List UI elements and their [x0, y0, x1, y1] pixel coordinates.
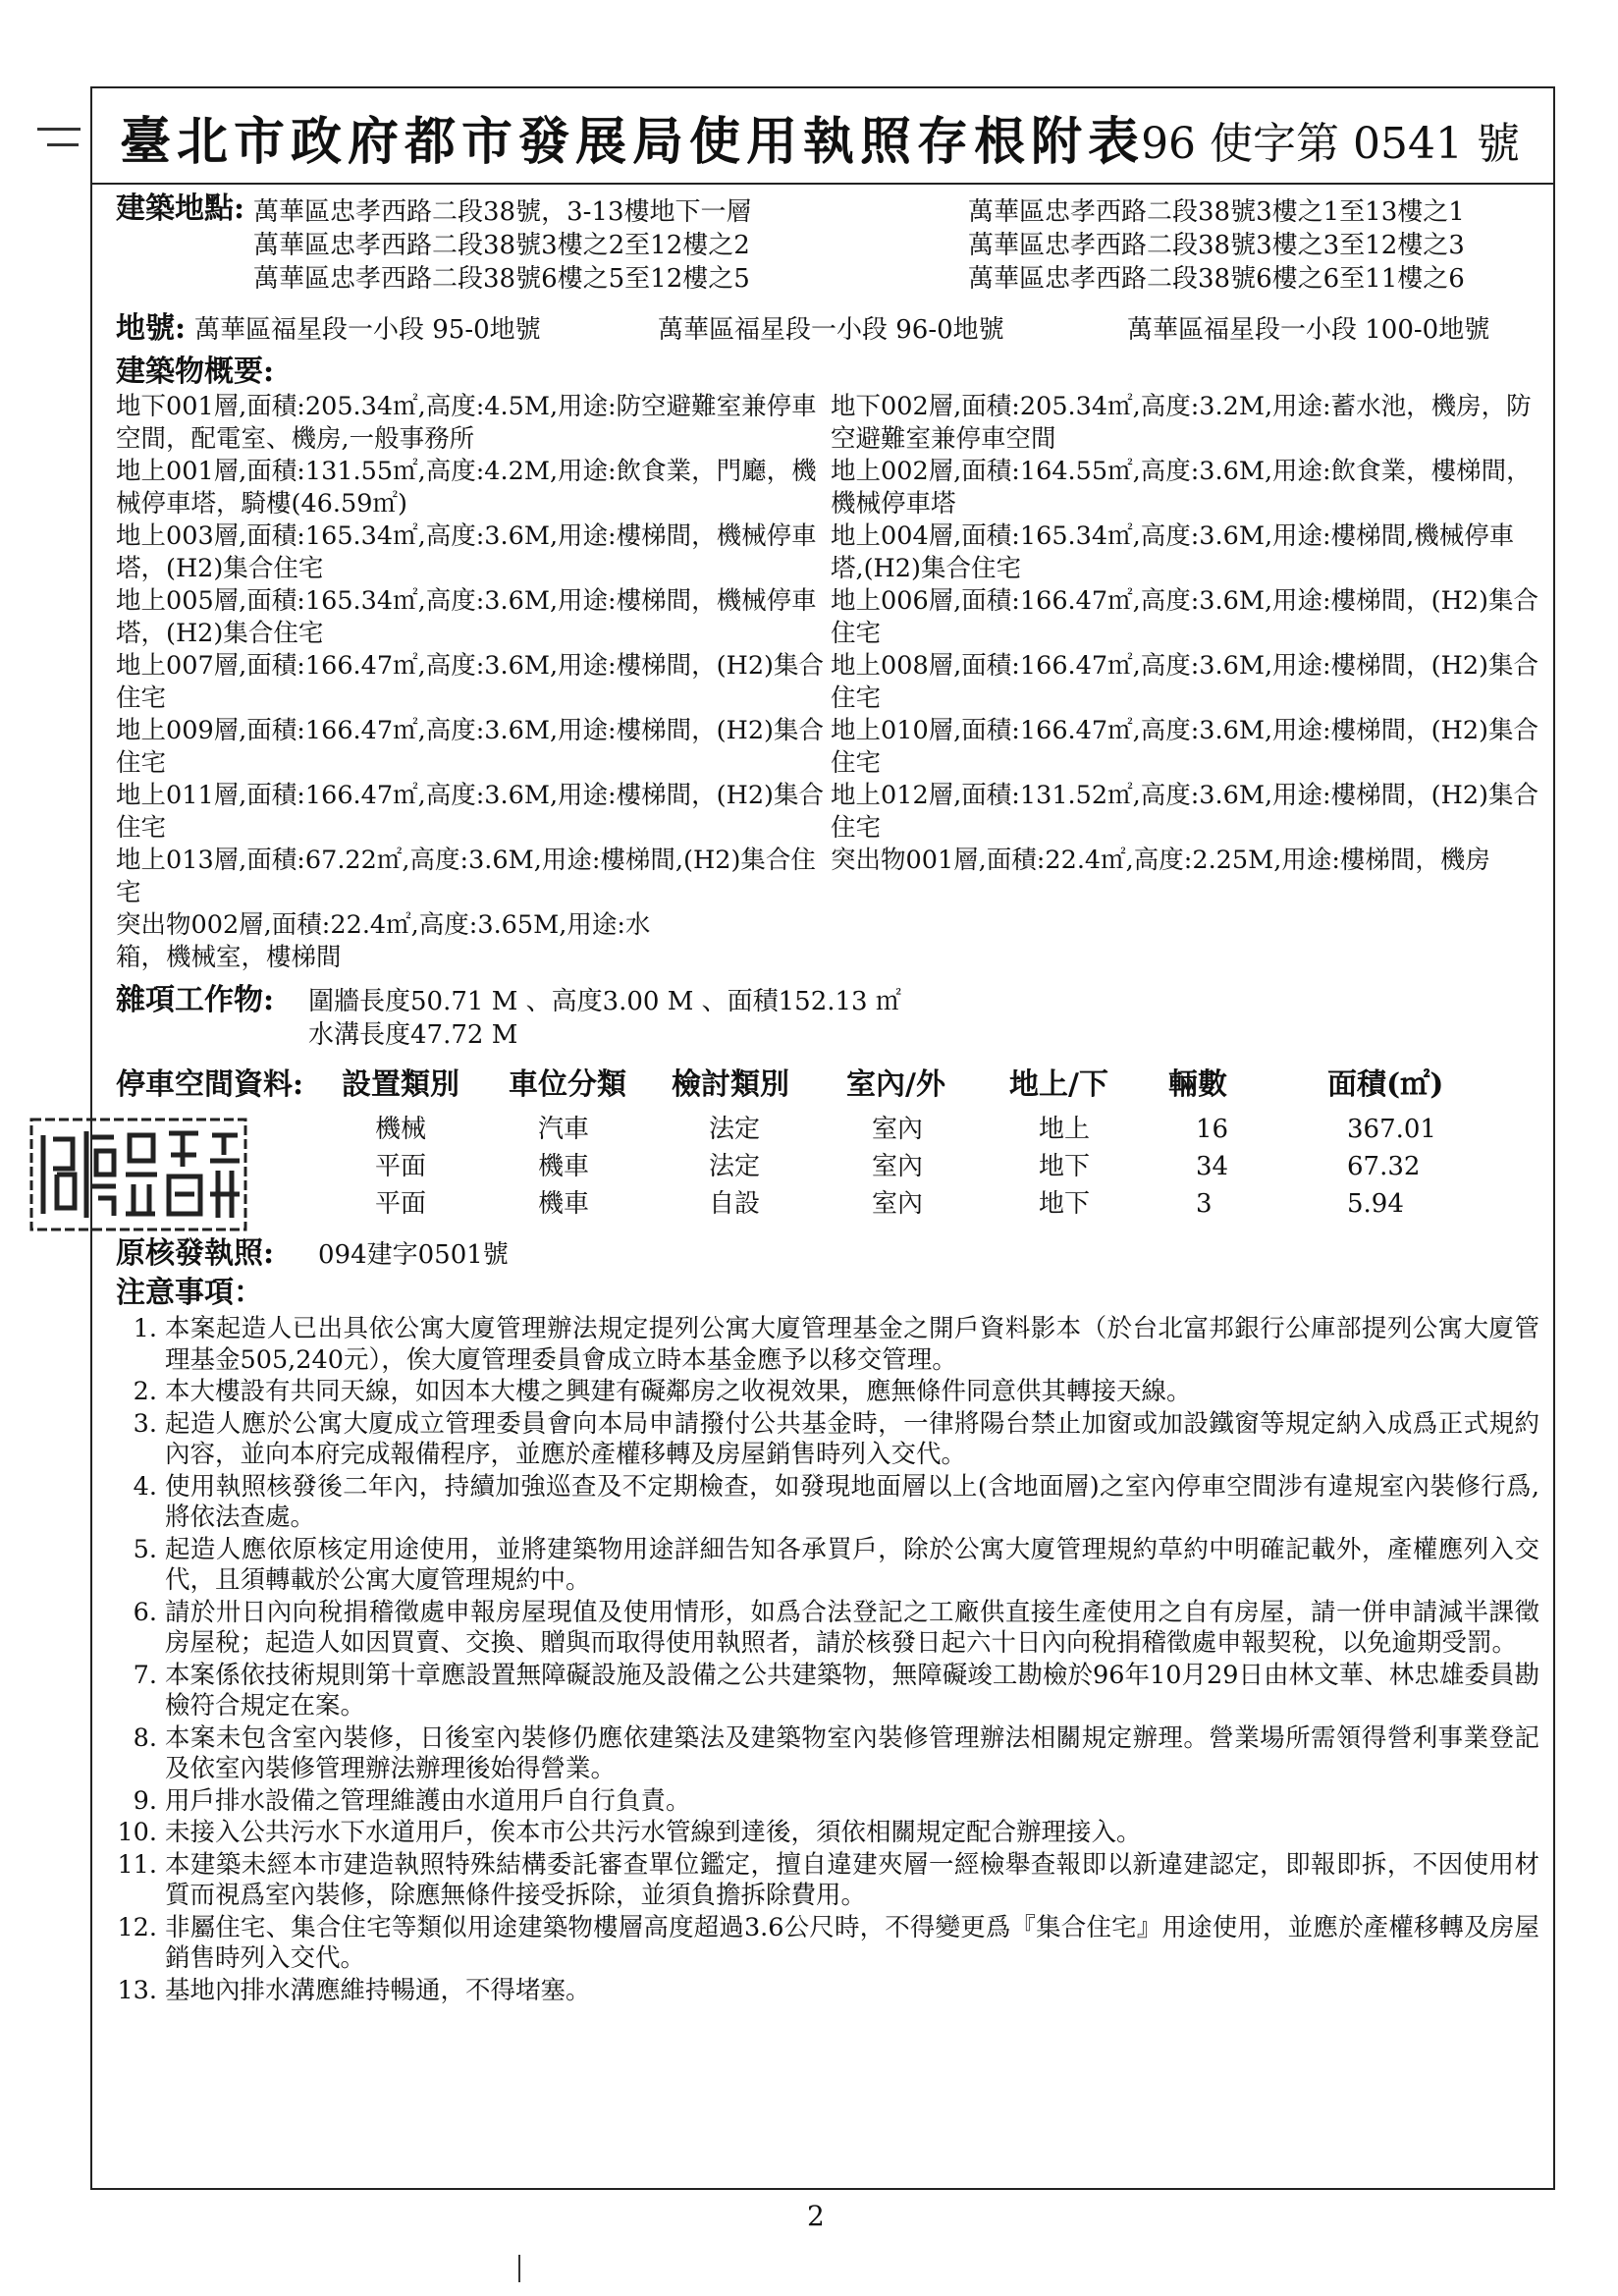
- note-text: 本大樓設有共同天線，如因本大樓之興建有礙鄰房之收視效果，應無條件同意供其轉接天線。: [165, 1377, 1192, 1406]
- table-cell: 地上: [1039, 1115, 1091, 1144]
- list-item: [116, 1850, 1539, 1912]
- table-cell: 3: [1196, 1189, 1213, 1219]
- license-number: 96 使字第 0541 號: [1141, 119, 1520, 169]
- list-item: [116, 1598, 1539, 1660]
- address-column: [968, 196, 1465, 297]
- parking-label: 停車空間資料:: [116, 1067, 304, 1102]
- floor-entry: 地上010層,面積:166.47㎡,高度:3.6M,用途:樓梯間，(H2)集合住宅: [831, 716, 1539, 778]
- note-text: 使用執照核發後二年內，持續加強巡查及不定期檢查，如發現地面層以上(含地面層)之室內停車空間涉有違規室內裝修行爲,將依法查處。: [165, 1471, 1539, 1532]
- document-title: 臺北市政府都市發展局使用執照存根附表: [120, 112, 1146, 172]
- notes-label: 注意事項：: [116, 1276, 263, 1310]
- lot-number: 萬華區福星段一小段 96-0地號: [658, 315, 1004, 345]
- note-text: 起造人應依原核定用途使用，並將建築物用途詳細告知各承買戶，除於公寓大廈管理規約草約中明確記載外，產權應列入交代，且須轉載於公寓大廈管理規約中。: [165, 1534, 1539, 1595]
- binding-mark: [37, 128, 81, 131]
- table-cell: 5.94: [1347, 1189, 1404, 1219]
- list-item: [116, 1314, 1539, 1376]
- note-text: 起造人應於公寓大廈成立管理委員會向本局申請撥付公共基金時，一律將陽台禁止加窗或加設鐵窗等規定納入成爲正式規約內容，並向本府完成報備程序，並應於產權移轉及房屋銷售時列入交代。: [165, 1408, 1539, 1469]
- floor-entry: 地上007層,面積:166.47㎡,高度:3.6M,用途:樓梯間，(H2)集合住宅: [116, 651, 825, 713]
- parking-col-header: 檢討類別: [672, 1067, 789, 1102]
- note-text: 本案起造人已出具依公寓大廈管理辦法規定提列公寓大廈管理基金之開戶資料影本（於台北富邦銀行公庫部提列公寓大廈管理基金505,240元），俟大廈管理委員會成立時本基金應予以移交管理。: [165, 1314, 1539, 1375]
- address-line: 萬華區忠孝西路二段38號6樓之5至12樓之5: [253, 264, 750, 294]
- misc-works-wall: 圍牆長度50.71 M 、高度3.00 M 、面積152.13 ㎡: [308, 987, 901, 1016]
- note-number: 10.: [117, 1818, 157, 1847]
- notes-list: [116, 1314, 1539, 2006]
- floor-entry: 地上005層,面積:165.34㎡,高度:3.6M,用途:樓梯間，機械停車塔，(H2)集合住宅: [116, 586, 817, 648]
- note-number: 11.: [117, 1849, 157, 1880]
- list-item: [116, 1976, 1539, 2007]
- misc-works-ditch: 水溝長度47.72 M: [308, 1020, 518, 1050]
- title-bar: [90, 86, 1555, 185]
- table-cell: 機車: [538, 1189, 590, 1219]
- note-text: 本案未包含室內裝修，日後室內裝修仍應依建築法及建築物室內裝修管理辦法相關規定辦理。營業場所需領得營利事業登記及依室內裝修管理辦法辦理後始得營業。: [165, 1722, 1539, 1783]
- parking-col-header: 室內/外: [846, 1067, 945, 1102]
- parking-col-header: 面積(㎡): [1327, 1067, 1444, 1102]
- table-cell: 自設: [709, 1189, 761, 1219]
- floor-entry: 地上004層,面積:165.34㎡,高度:3.6M,用途:樓梯間,機械停車塔,(H2)集合住宅: [831, 521, 1515, 583]
- floor-entry: 地上013層,面積:67.22㎡,高度:3.6M,用途:樓梯間,(H2)集合住宅: [116, 846, 816, 907]
- table-cell: 室內: [872, 1115, 924, 1144]
- table-cell: 法定: [709, 1152, 761, 1181]
- list-item: [116, 1472, 1539, 1534]
- lot-number: 萬華區福星段一小段 100-0地號: [1127, 315, 1490, 345]
- table-cell: 地下: [1039, 1152, 1091, 1181]
- building-address-label: 建築地點:: [116, 191, 245, 226]
- lot-number: 萬華區福星段一小段 95-0地號: [194, 315, 541, 345]
- table-cell: 16: [1196, 1115, 1229, 1144]
- lot-number-label: 地號:: [116, 311, 187, 346]
- note-text: 用戶排水設備之管理維護由水道用戶自行負責。: [165, 1785, 691, 1816]
- list-item: [116, 1409, 1539, 1471]
- table-cell: 34: [1196, 1152, 1229, 1181]
- original-permit-section: [116, 1237, 1539, 1277]
- note-number: 6.: [133, 1597, 157, 1627]
- floor-entry: 地上003層,面積:165.34㎡,高度:3.6M,用途:樓梯間，機械停車塔，(H2)集合住宅: [116, 521, 817, 583]
- note-number: 5.: [133, 1534, 157, 1564]
- note-number: 2.: [133, 1377, 157, 1406]
- list-item: [116, 1818, 1539, 1849]
- parking-table-header: [116, 1065, 1539, 1110]
- parking-col-header: 車位分類: [509, 1067, 626, 1102]
- floor-entry: 地上006層,面積:166.47㎡,高度:3.6M,用途:樓梯間，(H2)集合住宅: [831, 586, 1539, 648]
- floor-entry: 地上008層,面積:166.47㎡,高度:3.6M,用途:樓梯間，(H2)集合住宅: [831, 651, 1539, 713]
- note-number: 1.: [133, 1314, 157, 1343]
- misc-works-section: [116, 982, 1539, 1053]
- list-item: [116, 1786, 1539, 1818]
- parking-col-header: 設置類別: [342, 1067, 459, 1102]
- building-address-section: [116, 191, 1539, 306]
- note-number: 12.: [117, 1912, 157, 1942]
- table-cell: 機車: [538, 1152, 590, 1181]
- floor-entry-empty: [831, 909, 1539, 974]
- note-text: 非屬住宅、集合住宅等類似用途建築物樓層高度超過3.6公尺時，不得變更爲『集合住宅』用途使用，並應於產權移轉及房屋銷售時列入交代。: [165, 1912, 1539, 1973]
- floor-entry: 地上012層,面積:131.52㎡,高度:3.6M,用途:樓梯間，(H2)集合住宅: [831, 781, 1539, 843]
- note-number: 3.: [133, 1408, 157, 1439]
- address-line: 萬華區忠孝西路二段38號3樓之2至12樓之2: [253, 231, 750, 260]
- floor-entry: 地下001層,面積:205.34㎡,高度:4.5M,用途:防空避難室兼停車空間，配電室、機房,一般事務所: [116, 392, 817, 454]
- misc-works-label: 雜項工作物:: [116, 983, 275, 1017]
- note-number: 7.: [133, 1660, 157, 1690]
- note-number: 9.: [133, 1785, 157, 1816]
- scan-mark: [518, 2255, 520, 2282]
- note-text: 本建築未經本市建造執照特殊結構委託審查單位鑑定，擅自違建夾層一經檢舉查報即以新違建認定，即報即拆，不因使用材質而視爲室內裝修，除應無條件接受拆除，並須負擔拆除費用。: [165, 1849, 1539, 1910]
- list-item: [116, 1723, 1539, 1785]
- table-cell: 67.32: [1347, 1152, 1421, 1181]
- original-permit-number: 094建字0501號: [318, 1240, 509, 1270]
- note-text: 本案係依技術規則第十章應設置無障礙設施及設備之公共建築物，無障礙竣工勘檢於96年10月29日由林文華、林忠雄委員勘檢符合規定在案。: [165, 1660, 1539, 1721]
- floor-entry: 地上001層,面積:131.55㎡,高度:4.2M,用途:飲食業，門廳，機械停車塔，騎樓(46.59㎡): [116, 457, 817, 519]
- note-text: 未接入公共污水下水道用戶，俟本市公共污水管線到達後，須依相關規定配合辦理接入。: [165, 1818, 1142, 1847]
- floor-entry: 突出物001層,面積:22.4㎡,高度:2.25M,用途:樓梯間，機房: [831, 846, 1490, 875]
- list-item: [116, 1377, 1539, 1408]
- parking-col-header: 輛數: [1168, 1067, 1227, 1102]
- original-permit-label: 原核發執照:: [116, 1236, 275, 1271]
- table-cell: 平面: [375, 1152, 427, 1181]
- note-number: 4.: [133, 1471, 157, 1502]
- address-line: 萬華區忠孝西路二段38號3樓之3至12樓之3: [968, 231, 1465, 260]
- building-summary-label: 建築物概要:: [116, 355, 275, 389]
- floor-entry: 突出物002層,面積:22.4㎡,高度:3.65M,用途:水箱，機械室，樓梯間: [116, 910, 651, 972]
- table-cell: 室內: [872, 1189, 924, 1219]
- floor-entry: 地上002層,面積:164.55㎡,高度:3.6M,用途:飲食業，樓梯間，機械停車塔: [831, 457, 1532, 519]
- table-cell: 法定: [709, 1115, 761, 1144]
- building-summary-grid: [116, 391, 1539, 974]
- table-cell: 367.01: [1347, 1115, 1436, 1144]
- table-row: [116, 1110, 1539, 1147]
- list-item: [116, 1913, 1539, 1975]
- table-cell: 平面: [375, 1189, 427, 1219]
- floor-entry: 地上009層,面積:166.47㎡,高度:3.6M,用途:樓梯間，(H2)集合住宅: [116, 716, 825, 778]
- binding-mark: [47, 143, 79, 146]
- address-column: [253, 196, 752, 297]
- parking-col-header: 地上/下: [1009, 1067, 1108, 1102]
- table-cell: 地下: [1039, 1189, 1091, 1219]
- address-line: 萬華區忠孝西路二段38號3樓之1至13樓之1: [968, 197, 1465, 227]
- floor-entry: 地上011層,面積:166.47㎡,高度:3.6M,用途:樓梯間，(H2)集合住宅: [116, 781, 825, 843]
- address-line: 萬華區忠孝西路二段38號，3-13樓地下一層: [253, 197, 752, 227]
- page-number: 2: [807, 2200, 825, 2232]
- list-item: [116, 1535, 1539, 1597]
- table-row: [116, 1184, 1539, 1222]
- table-cell: 汽車: [538, 1115, 590, 1144]
- floor-entry: 地下002層,面積:205.34㎡,高度:3.2M,用途:蓄水池，機房，防空避難室兼停車空間: [831, 392, 1532, 454]
- table-row: [116, 1147, 1539, 1184]
- document-body: [116, 191, 1539, 2007]
- address-line: 萬華區忠孝西路二段38號6樓之6至11樓之6: [968, 264, 1465, 294]
- lot-number-section: [116, 312, 1539, 352]
- note-text: 請於卅日內向稅捐稽徵處申報房屋現值及使用情形，如爲合法登記之工廠供直接生產使用之自有房屋，請一併申請減半課徵房屋稅；起造人如因買賣、交換、贈與而取得使用執照者，請於核發日起六十日內向稅捐稽徵處申報契稅，以免逾期受罰。: [165, 1597, 1539, 1658]
- list-item: [116, 1661, 1539, 1722]
- table-cell: 機械: [375, 1115, 427, 1144]
- note-text: 基地內排水溝應維持暢通，不得堵塞。: [165, 1975, 591, 2005]
- table-cell: 室內: [872, 1152, 924, 1181]
- note-number: 13.: [117, 1975, 157, 2005]
- note-number: 8.: [133, 1722, 157, 1753]
